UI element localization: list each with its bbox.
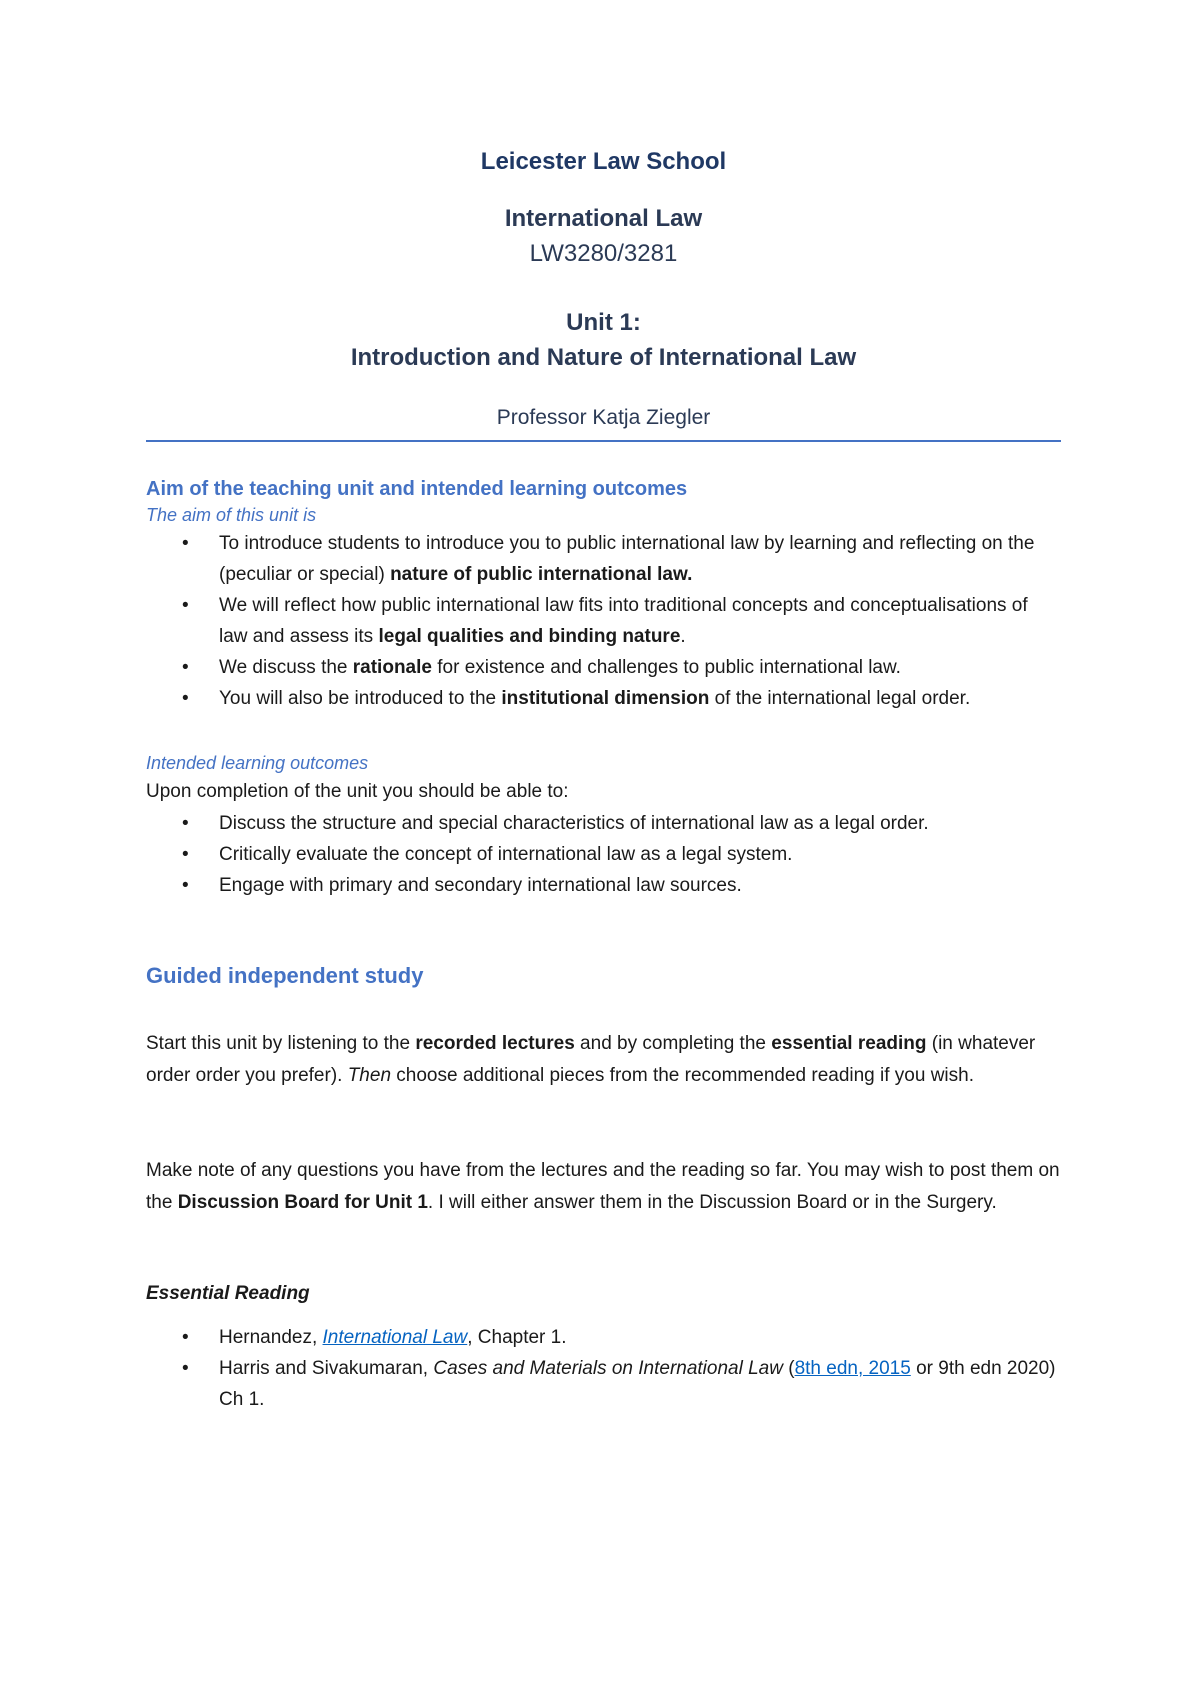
course-code: LW3280/3281 [529,240,678,267]
list-item: • To introduce students to introduce you to public international law by learning and reflecting on the (peculiar or special) nature of public international law. [146,528,1061,590]
list-item: • We discuss the rationale for existence and challenges to public international law. [146,652,1061,683]
outcomes-subheading: Intended learning outcomes [146,753,369,773]
aims-subheading: The aim of this unit is [146,505,317,525]
reading-list [146,1322,1061,1415]
professor-name: Professor Katja Ziegler [496,406,711,429]
list-item: • Hernandez, International Law, Chapter 1. [146,1322,1061,1353]
school-name: Leicester Law School [480,148,727,175]
list-item: • Discuss the structure and special characteristics of international law as a legal order. [146,808,1061,839]
list-item: • Critically evaluate the concept of international law as a legal system. [146,839,1061,870]
list-item: • You will also be introduced to the institutional dimension of the international legal order. [146,683,1061,714]
course-title: International Law [504,205,703,232]
international-law-link[interactable]: International Law [322,1327,468,1348]
list-item: • Harris and Sivakumaran, Cases and Materials on International Law (8th edn, 2015 or 9th edn 2020) Ch 1. [146,1353,1061,1415]
aims-heading: Aim of the teaching unit and intended learning outcomes [146,478,688,500]
list-item: • We will reflect how public international law fits into traditional concepts and conceptualisations of law and assess its legal qualities and binding nature. [146,590,1061,652]
guided-heading: Guided independent study [146,963,424,988]
aims-section [146,478,1061,714]
guided-section [146,963,1061,989]
discussion-board-reference: Discussion Board for Unit 1 [177,1192,428,1213]
outcomes-list [146,808,1061,901]
list-item: • Engage with primary and secondary international law sources. [146,870,1061,901]
unit-number: Unit 1: [566,309,641,336]
header-divider [146,440,1061,442]
guided-paragraph-2: Make note of any questions you have from the lectures and the reading so far. You may wish to post them on the Discussion Board for Unit 1. I will either answer them in the Discussion Board or in the Surgery. [146,1160,1060,1213]
8th-edition-link[interactable]: 8th edn, 2015 [794,1358,911,1379]
reading-section [146,1283,1061,1305]
guided-paragraph-1: Start this unit by listening to the recorded lectures and by completing the essential reading (in whatever order order you prefer). Then choose additional pieces from the recommended reading if you wish. [146,1033,1036,1086]
reading-heading: Essential Reading [146,1283,310,1304]
outcomes-section [146,753,1061,901]
outcomes-intro: Upon completion of the unit you should be able to: [146,781,569,802]
aims-list [146,528,1061,714]
unit-title: Introduction and Nature of International Law [350,344,857,371]
reading-list-wrap [146,1322,1061,1415]
